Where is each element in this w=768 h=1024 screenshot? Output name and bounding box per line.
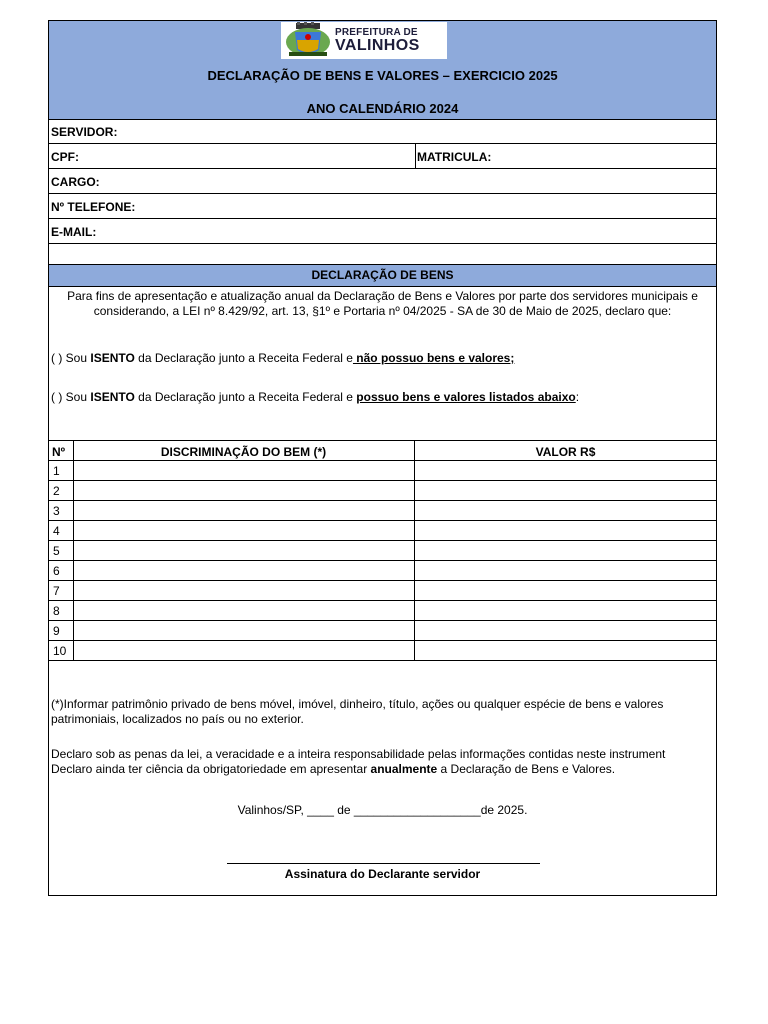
field-row-cargo[interactable] — [49, 169, 716, 194]
field-row-telefone[interactable] — [49, 194, 716, 219]
section-title-bens: DECLARAÇÃO DE BENS — [49, 264, 716, 287]
option2-emphasis: possuo bens e valores listados abaixo — [356, 390, 576, 404]
table-row[interactable] — [49, 561, 716, 581]
option2-prefix: ( ) Sou — [51, 390, 91, 404]
form-title: DECLARAÇÃO DE BENS E VALORES – EXERCICIO 2025 — [207, 68, 558, 83]
row-number: 2 — [53, 484, 60, 498]
row-number: 9 — [53, 624, 60, 638]
table-col-divider-2 — [414, 440, 415, 661]
option2-isento: ISENTO — [90, 390, 135, 404]
table-row[interactable] — [49, 501, 716, 521]
cpf-divider — [415, 144, 416, 169]
declaration-line2-bold: anualmente — [370, 762, 438, 776]
email-label: E-MAIL: — [51, 225, 97, 239]
row-number: 10 — [53, 644, 67, 658]
declaration-line1: Declaro sob as penas da lei, a veracidade e a inteira responsabilidade pelas informações contidas neste instrument — [51, 747, 666, 761]
option2-suffix: : — [575, 390, 580, 404]
declaration-form — [48, 20, 717, 896]
option2-middle: da Declaração junto a Receita Federal e — [134, 390, 357, 404]
logo-text-line2: VALINHOS — [335, 37, 420, 54]
servidor-label: SERVIDOR: — [51, 125, 118, 139]
table-row[interactable] — [49, 581, 716, 601]
row-number: 6 — [53, 564, 60, 578]
table-header-row — [49, 440, 716, 461]
field-row-email[interactable] — [49, 219, 716, 244]
prefeitura-logo — [281, 22, 447, 59]
option1-middle: da Declaração junto a Receita Federal e — [134, 351, 353, 365]
table-row[interactable] — [49, 641, 716, 661]
form-subtitle: ANO CALENDÁRIO 2024 — [306, 101, 459, 116]
row-number: 3 — [53, 504, 60, 518]
row-number: 4 — [53, 524, 60, 538]
option1-prefix: ( ) Sou — [51, 351, 91, 365]
signature-line[interactable] — [227, 863, 540, 864]
declaration-text — [51, 747, 741, 777]
form-header — [49, 21, 716, 120]
row-number: 8 — [53, 604, 60, 618]
header-numero: Nº — [52, 445, 66, 459]
option-com-bens[interactable] — [51, 390, 579, 404]
cpf-label: CPF: — [51, 150, 79, 164]
declaration-line2-prefix: Declaro ainda ter ciência da obrigatoriedade em apresentar — [51, 762, 371, 776]
telefone-label: Nº TELEFONE: — [51, 200, 136, 214]
table-row[interactable] — [49, 461, 716, 481]
declaration-line2-suffix: a Declaração de Bens e Valores. — [437, 762, 616, 776]
row-number: 1 — [53, 464, 60, 478]
logo-text-line1: PREFEITURA DE — [335, 27, 418, 38]
matricula-label: MATRICULA: — [417, 150, 492, 164]
place-date-line[interactable]: Valinhos/SP, ____ de ___________________de 2025. — [237, 803, 528, 817]
table-row[interactable] — [49, 621, 716, 641]
field-row-servidor[interactable] — [49, 119, 716, 144]
declaration-line2 — [51, 762, 741, 777]
coat-of-arms-icon — [283, 22, 333, 59]
option-sem-bens[interactable] — [51, 351, 514, 365]
header-discriminacao: DISCRIMINAÇÃO DO BEM (*) — [160, 445, 327, 459]
table-row[interactable] — [49, 601, 716, 621]
table-row[interactable] — [49, 481, 716, 501]
table-row[interactable] — [49, 521, 716, 541]
option1-emphasis: não possuo bens e valores; — [352, 351, 515, 365]
row-number: 7 — [53, 584, 60, 598]
option1-isento: ISENTO — [90, 351, 135, 365]
cargo-label: CARGO: — [51, 175, 100, 189]
field-row-cpf[interactable] — [49, 144, 716, 169]
footnote-text: (*)Informar patrimônio privado de bens móvel, imóvel, dinheiro, título, ações ou qualquer espécie de bens e valores patrimoniais, localizados no país ou no exterior. — [51, 697, 664, 726]
table-row[interactable] — [49, 541, 716, 561]
row-number: 5 — [53, 544, 60, 558]
signature-label: Assinatura do Declarante servidor — [284, 867, 481, 881]
table-col-divider-1 — [73, 440, 74, 661]
intro-text: Para fins de apresentação e atualização anual da Declaração de Bens e Valores por parte dos servidores municipais e considerando, a LEI nº 8.429/92, art. 13, §1º e Portaria nº 04/2025 - SA de 30 de Maio de 2025, declaro que: — [67, 289, 698, 318]
header-valor: VALOR R$ — [535, 445, 596, 459]
